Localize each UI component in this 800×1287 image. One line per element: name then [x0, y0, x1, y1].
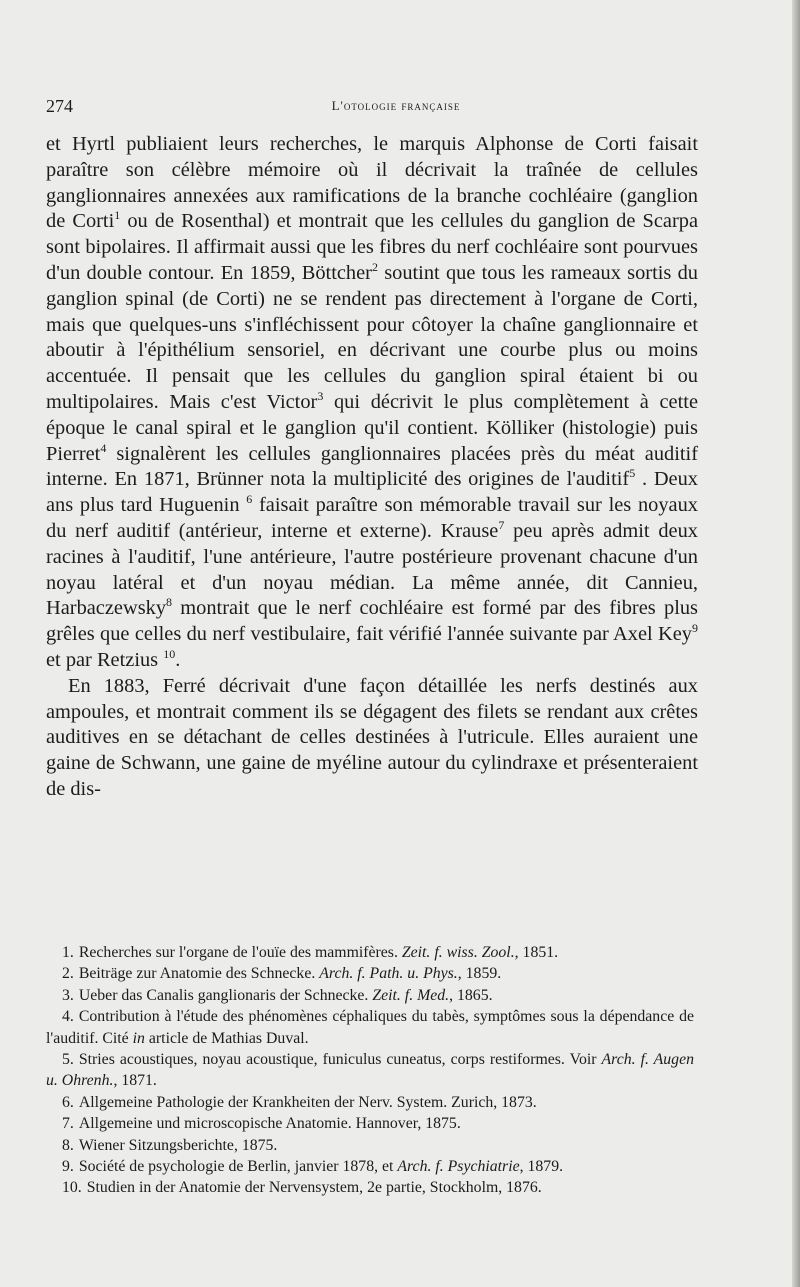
paragraph-2: En 1883, Ferré décrivait d'une façon détaillée les nerfs destinés aux ampoules, et montrait comment ils se dégagent des filets se rendant aux crêtes auditives en se détachant de celles destinées à l'utricule. Elles auraient une gaine de Schwann, une gaine de myéline autour du cylindraxe et présenteraient de dis- — [46, 674, 698, 800]
page-number: 274 — [46, 96, 73, 116]
page-edge-shadow — [792, 0, 800, 1287]
footnote-ref-8: 8 — [166, 595, 173, 610]
paragraph-1: et Hyrtl publiaient leurs recherches, le marquis Alphonse de Corti faisait paraître son célèbre mémoire où il décrivait la traînée de cellules ganglionnaires annexées aux ramifications de la branche cochléaire (ganglion de Corti$^1$ ou de Rosenthal) et montrait que les cellules du ganglion de Scarpa sont bipolaires. Il affirmait aussi que les fibres du nerf cochléaire sont pourvues d'un double contour. En 1859, Böttcher$^2$ soutint que tous les rameaux sortis du ganglion spinal (de Corti) ne se rendent pas directement à l'organe de Corti, mais que quelques-uns s'infléchissent pour côtoyer la chaîne ganglionnaire et aboutir à l'épithélium sensoriel, en décrivant une courbe plus ou moins accentuée. Il pensait que les cellules du ganglion spiral étaient bi ou multipolaires. Mais c'est Victor$^3$ qui décrivit le plus complètement à cette époque le canal spiral et le ganglion qu'il contient. Kölliker (histologie) puis Pierret$^4$ signalèrent les cellules ganglionnaires placées près du méat auditif interne. En 1871, Brünner nota la multiplicité des origines de l'auditif$^5$ . Deux ans plus tard Huguenin $^6$ faisait paraître son mémorable travail sur les noyaux du nerf auditif (antérieur, interne et externe). Krause$^7$ peu après admit deux racines à l'auditif, l'une antérieure, l'autre postérieure provenant chacune d'un noyau latéral et d'un noyau médian. La même année, dit Cannieu, Harbaczewsky$^8$ montrait que le nerf cochléaire est formé par des fibres plus grêles que celles du nerf vestibulaire, fait vérifié l'année suivante par Axel Key$^9$ et par Retzius $^{10}$. — [46, 133, 699, 671]
footnote: 5. Stries acoustiques, noyau acoustique, funiculus cuneatus, corps restiformes. Voir Arch. f. Augen u. Ohrenh., 1871. — [46, 1051, 694, 1090]
footnote-ref-6: 6 — [246, 492, 253, 507]
footnote: 4. Contribution à l'étude des phénomènes céphaliques du tabès, symptômes sous la dépendance de l'auditif. Cité in article de Mathias Duval. — [46, 1008, 694, 1047]
footnote: 2. Beiträge zur Anatomie des Schnecke. Arch. f. Path. u. Phys., 1859. — [62, 965, 502, 983]
footnote-ref-2: 2 — [371, 260, 378, 275]
footnote-ref-3: 3 — [317, 389, 324, 404]
main-text — [46, 132, 698, 803]
footnote: 1. Recherches sur l'organe de l'ouïe des mammifères. Zeit. f. wiss. Zool., 1851. — [62, 944, 559, 961]
footnote: 10. Studien in der Anatomie der Nervensystem, 2e partie, Stockholm, 1876. — [62, 1179, 542, 1197]
footnote-ref-7: 7 — [498, 518, 505, 533]
footnote: 6. Allgemeine Pathologie der Krankheiten der Nerv. System. Zurich, 1873. — [62, 1093, 537, 1111]
footnote-ref-4: 4 — [100, 440, 107, 455]
footnote: 8. Wiener Sitzungsberichte, 1875. — [62, 1136, 278, 1154]
footnote: 7. Allgemeine und microscopische Anatomie. Hannover, 1875. — [62, 1115, 461, 1133]
footnote: 9. Société de psychologie de Berlin, janvier 1878, et Arch. f. Psychiatrie, 1879. — [62, 1158, 564, 1176]
page-header — [46, 92, 746, 120]
footnote: 3. Ueber das Canalis ganglionaris der Schnecke. Zeit. f. Med., 1865. — [62, 986, 493, 1004]
footnote-ref-9: 9 — [692, 621, 698, 636]
running-title: L'otologie française — [331, 98, 461, 113]
footnotes — [46, 942, 694, 1199]
footnote-ref-10: 10 — [163, 647, 176, 662]
footnote-ref-1: 1 — [114, 208, 121, 223]
footnote-ref-5: 5 — [629, 466, 636, 481]
